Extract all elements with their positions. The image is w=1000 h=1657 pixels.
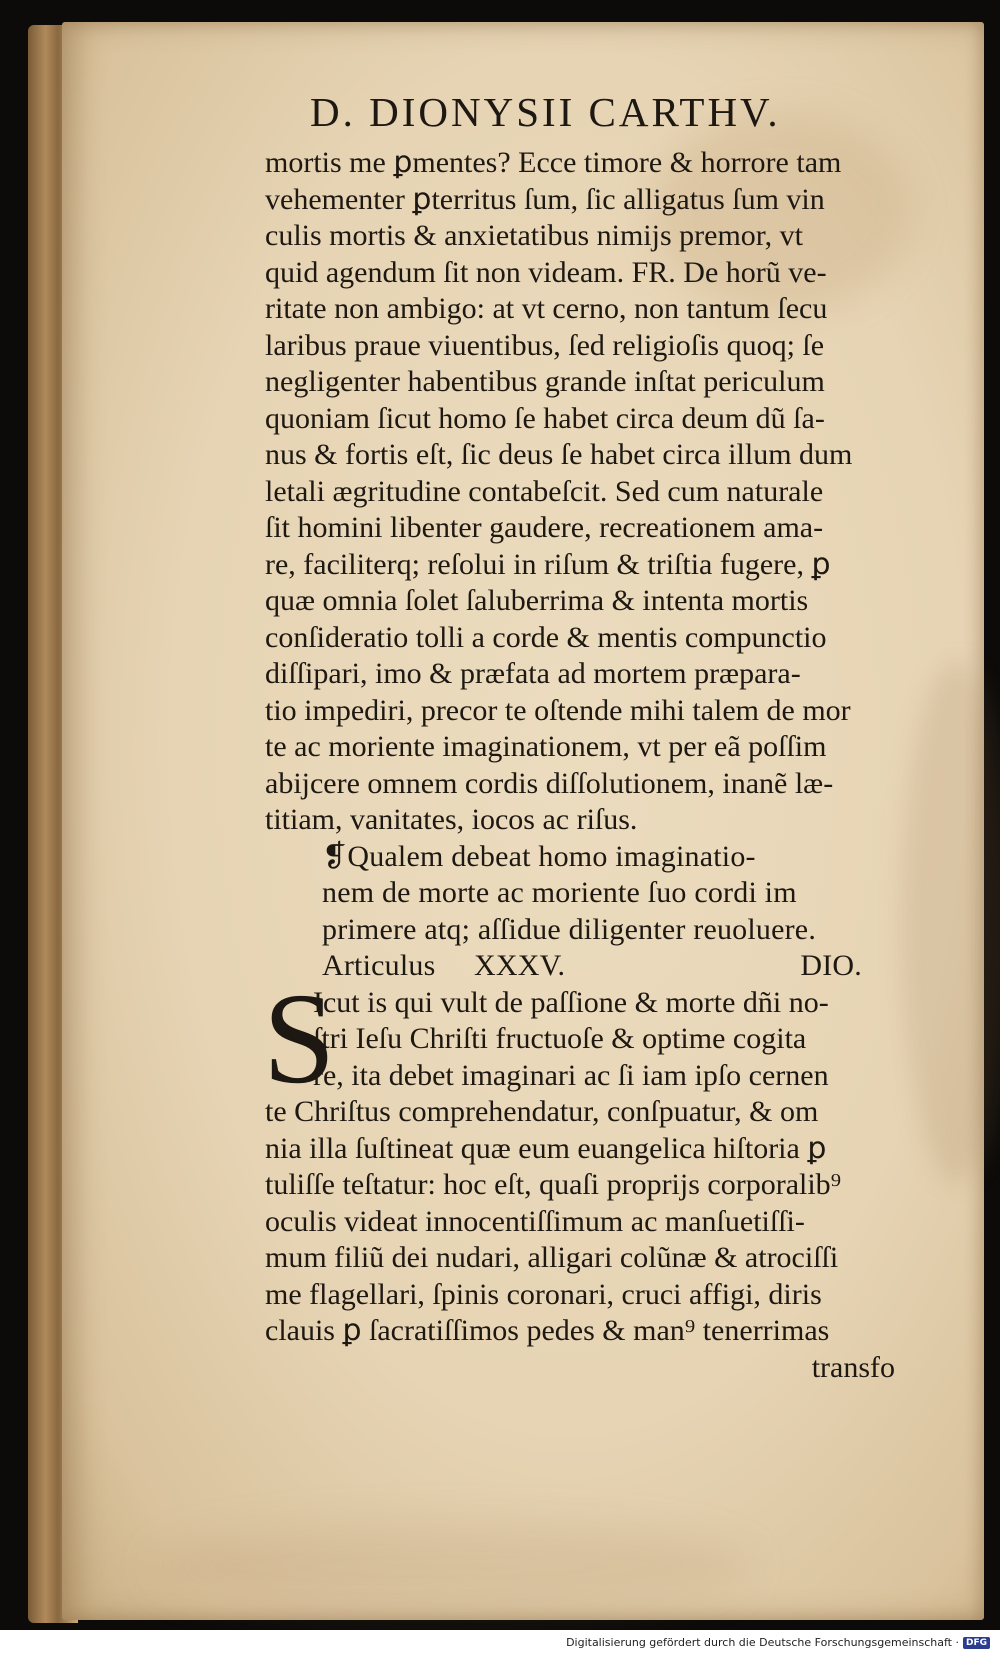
article-number: XXXV. — [473, 949, 566, 982]
text-line: titiam, vanitates, iocos ac riſus. — [265, 803, 638, 836]
text-line: mum filiũ dei nudari, alligari colũnæ & atrociſſi — [265, 1241, 839, 1274]
text-line: culis mortis & anxietatibus nimijs premor, vt — [265, 219, 803, 252]
text-line: quæ omnia ſolet ſaluberrima & intenta mortis — [265, 584, 809, 617]
catchword: transfo — [811, 1350, 895, 1384]
text-block — [265, 145, 945, 1386]
text-line: quid agendum ſit non videam. FR. De horũ ve- — [265, 255, 827, 289]
text-line: re, ita debet imaginari ac ſi iam ipſo cernen — [313, 1058, 829, 1092]
text-line: re, faciliterq; reſolui in riſum & triſtia fugere, ꝑ — [265, 547, 831, 581]
text-line: diſſipari, imo & præfata ad mortem præpara- — [265, 657, 801, 690]
text-line: clauis ꝑ ſacratiſſimos pedes & man⁹ tenerrimas — [265, 1314, 830, 1347]
text-line: tuliſſe teſtatur: hoc eſt, quaſi proprijs corporalib⁹ — [265, 1168, 842, 1201]
article-label: Articulus — [322, 949, 436, 982]
text-line: Icut is qui vult de paſſione & morte dñi no- — [313, 985, 829, 1019]
text-line: ritate non ambigo: at vt cerno, non tantum ſecu — [265, 292, 828, 325]
running-head: D. DIONYSII CARTHV. — [310, 89, 781, 135]
text-line: vehementer ꝑterritus ſum, ſic alligatus ſum vin — [265, 182, 825, 216]
speaker-label: DIO. — [800, 949, 862, 982]
footer-credit — [566, 1636, 990, 1649]
text-line: letali ægritudine contabeſcit. Sed cum naturale — [265, 474, 824, 508]
text-line: nia illa ſuſtineat quæ eum euangelica hiſtoria ꝑ — [265, 1131, 827, 1165]
text-line: ſit homini libenter gaudere, recreationem ama- — [265, 511, 824, 544]
text-line: conſideratio tolli a corde & mentis compunctio — [265, 620, 827, 654]
text-line: abijcere omnem cordis diſſolutionem, inanẽ læ- — [265, 766, 834, 800]
body-paragraph — [265, 145, 945, 839]
text-line: negligenter habentibus grande inſtat periculum — [265, 365, 825, 398]
heading-line: ❡Qualem debeat homo imaginatio- — [322, 839, 756, 873]
text-line: ſtri Ieſu Chriſti fructuoſe & optime cogita — [313, 1022, 807, 1055]
drop-cap: S — [263, 966, 336, 1111]
article-label-group — [322, 948, 565, 985]
text-line: me flagellari, ſpinis coronari, cruci affigi, diris — [265, 1277, 822, 1311]
text-line: te Chriſtus comprehendatur, conſpuatur, & om — [265, 1095, 819, 1128]
text-line: laribus praue viuentibus, ſed religioſis quoq; ſe — [265, 328, 825, 362]
text-line: oculis videat innocentiſſimum ac manſuetiſſi- — [265, 1204, 805, 1238]
text-line: te ac moriente imaginationem, vt per eã poſſim — [265, 730, 827, 763]
text-line: quoniam ſicut homo ſe habet circa deum dũ ſa- — [265, 401, 825, 435]
article-line — [322, 948, 862, 985]
heading-line: nem de morte ac moriente ſuo cordi im — [322, 876, 797, 909]
heading-line: primere atq; aſſidue diligenter reuoluere. — [322, 912, 817, 946]
dfg-logo: DFG — [963, 1637, 990, 1649]
article-heading — [322, 839, 945, 985]
text-line: nus & fortis eſt, ſic deus ſe habet circa illum dum — [265, 438, 853, 471]
article-body — [263, 966, 945, 1387]
page-stain — [152, 1522, 752, 1612]
text-line: mortis me ꝑmentes? Ecce timore & horrore tam — [265, 146, 842, 179]
text-line: tio impediri, precor te oſtende mihi talem de mor — [265, 693, 851, 727]
footer-credit-text: Digitalisierung gefördert durch die Deutsche Forschungsgemeinschaft · — [566, 1636, 959, 1649]
